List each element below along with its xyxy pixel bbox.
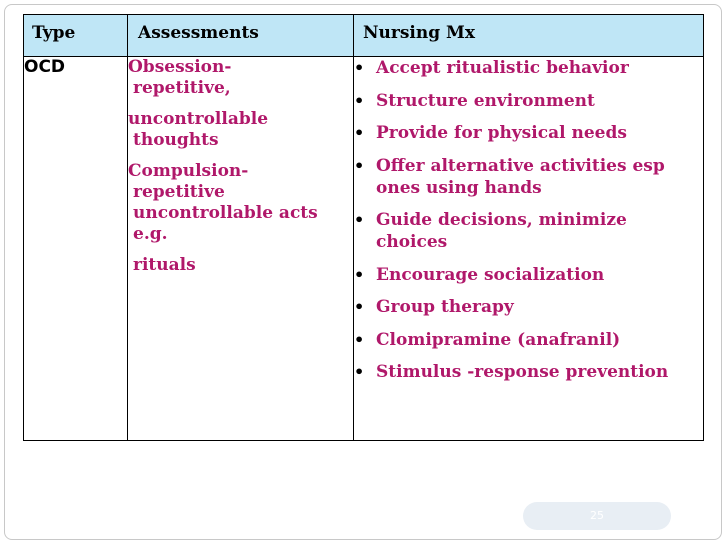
list-item xyxy=(354,264,703,286)
list-item xyxy=(354,329,703,351)
list-item xyxy=(354,296,703,318)
page-number: 25 xyxy=(523,502,671,530)
bullet-icon: • xyxy=(354,362,365,381)
list-item-text: Accept ritualistic behavior xyxy=(376,58,629,78)
header-nursing-mx: Nursing Mx xyxy=(354,15,704,57)
bullet-icon: • xyxy=(354,297,365,316)
assessment-line: Obsession- xyxy=(128,57,232,77)
bullet-icon: • xyxy=(354,264,365,284)
list-item-text: Group therapy xyxy=(376,297,514,317)
list-item-text: Stimulus -response prevention xyxy=(376,362,669,382)
bullet-icon: • xyxy=(354,210,365,229)
bullet-icon: • xyxy=(354,329,365,349)
nursing-mx-list xyxy=(354,57,703,383)
assessment-line: Compulsion- xyxy=(128,161,249,181)
list-item-text: Encourage socialization xyxy=(376,264,605,285)
list-item-text: Clomipramine (anafranil) xyxy=(376,329,621,350)
list-item-text: Offer alternative activities esp ones using hands xyxy=(376,155,665,198)
list-item xyxy=(354,122,703,144)
bullet-icon: • xyxy=(354,155,365,175)
table-row xyxy=(24,57,704,441)
list-item xyxy=(354,57,703,79)
nursing-mx-cell xyxy=(354,57,704,441)
assessment-line: thoughts xyxy=(133,130,219,150)
header-type: Type xyxy=(24,15,128,57)
assessments-text xyxy=(128,57,353,276)
assessment-line: rituals xyxy=(133,255,196,275)
assessment-line: uncontrollable xyxy=(128,109,269,129)
assessment-line: repetitive xyxy=(133,182,225,202)
list-item-text: Provide for physical needs xyxy=(376,123,627,143)
list-item-text: Structure environment xyxy=(376,90,595,111)
header-assessments: Assessments xyxy=(128,15,354,57)
ocd-table xyxy=(23,14,704,441)
list-item xyxy=(354,209,703,253)
header-row xyxy=(24,15,704,57)
list-item xyxy=(354,361,703,383)
type-cell: OCD xyxy=(24,57,128,441)
list-item xyxy=(354,90,703,112)
bullet-icon: • xyxy=(354,90,365,110)
assessment-line: e.g. xyxy=(133,224,168,244)
bullet-icon: • xyxy=(354,58,365,77)
bullet-icon: • xyxy=(354,123,365,142)
list-item-text: Guide decisions, minimize choices xyxy=(376,210,627,252)
assessments-cell xyxy=(128,57,354,441)
list-item xyxy=(354,155,703,199)
assessment-line: repetitive, xyxy=(133,78,231,98)
assessment-line: uncontrollable acts xyxy=(133,203,318,223)
